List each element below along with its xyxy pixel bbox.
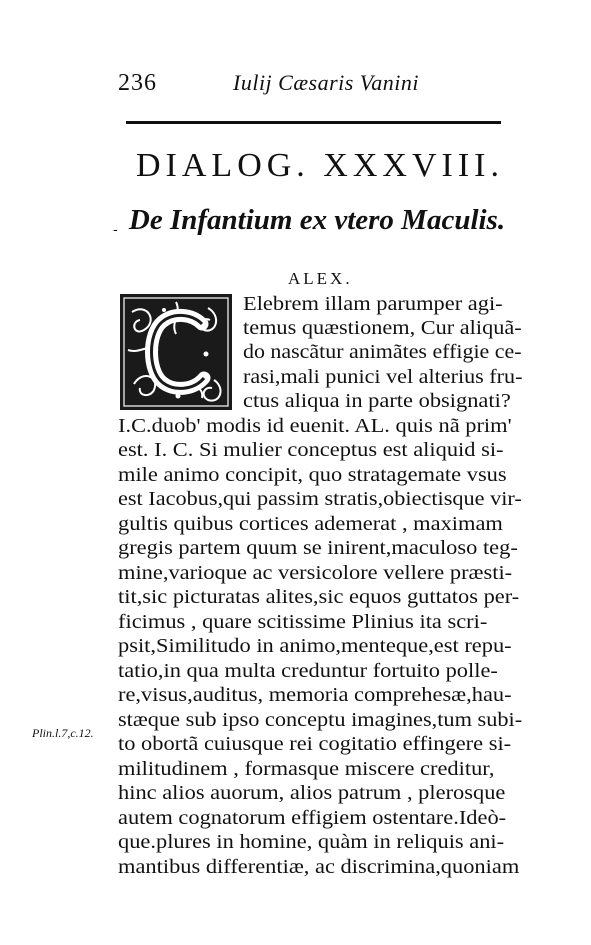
text-line: Elebrem illam parumper agi-	[243, 294, 503, 315]
text-line: est Iacobus,qui passim stratis,obiectisque vir-	[118, 489, 522, 510]
text-line: militudinem , formasque miscere creditur,	[118, 759, 495, 780]
text-line: ctus aliqua in parte obsignati?	[243, 391, 511, 412]
text-line: temus quæstionem, Cur aliquã-	[243, 318, 522, 339]
text-line: est. I. C. Si mulier conceptus est aliquid si-	[118, 440, 504, 461]
text-line: rasi,mali punici vel alterius fru-	[243, 367, 523, 388]
text-line: mile animo concipit, quo stratagemate vsus	[118, 465, 507, 486]
text-line: stæque sub ipso conceptu imagines,tum subi-	[118, 710, 523, 731]
text-line: hinc alios auorum, alios patrum , plerosque	[118, 783, 506, 804]
text-line: to obortã cuiusque rei cogitatio effingere si-	[118, 734, 512, 755]
running-head	[118, 70, 438, 102]
text-line: psit,Similitudo in animo,menteque,est repu-	[118, 636, 512, 657]
text-line: ficimus , quare scitissime Plinius ita scri-	[118, 612, 488, 633]
text-line: tit,sic picturatas alites,sic equos guttatos per-	[118, 587, 520, 608]
dropcap-letter: C	[175, 362, 177, 363]
text-line: que.plures in homine, quàm in reliquis ani-	[118, 832, 505, 853]
text-line: autem cognatorum effigiem ostentare.Ideò-	[118, 808, 507, 829]
subtitle-mark: -	[113, 222, 118, 238]
header-rule	[126, 121, 501, 124]
dialog-subtitle: De Infantium ex vtero Maculis.	[128, 204, 506, 236]
text-line: mine,varioque ac versicolore vellere præsti-	[118, 563, 513, 584]
text-line: mantibus differentiæ, ac discrimina,quoniam	[118, 857, 520, 878]
text-line: gultis quibus cortices ademerat , maximam	[118, 514, 503, 535]
dialog-title: DIALOG. XXXVIII.	[136, 147, 504, 184]
text-line: re,visus,auditus, memoria comprehesæ,hau-	[118, 685, 512, 706]
text-line: tatio,in qua multa creduntur fortuito polle-	[118, 661, 498, 682]
decorated-initial-icon	[118, 292, 234, 412]
speaker-label: ALEX.	[288, 269, 353, 288]
text-line: do nascãtur animãtes effigie ce-	[243, 342, 522, 363]
running-title: Iulij Cæsaris Vanini	[233, 70, 420, 95]
margin-note: Plin.l.7,c.12.	[32, 726, 94, 740]
text-line: gregis partem quum se inirent,maculoso teg-	[118, 538, 518, 559]
page-number: 236	[118, 70, 157, 96]
text-line: I.C.duob' modis id euenit. AL. quis nã prim'	[118, 416, 512, 437]
